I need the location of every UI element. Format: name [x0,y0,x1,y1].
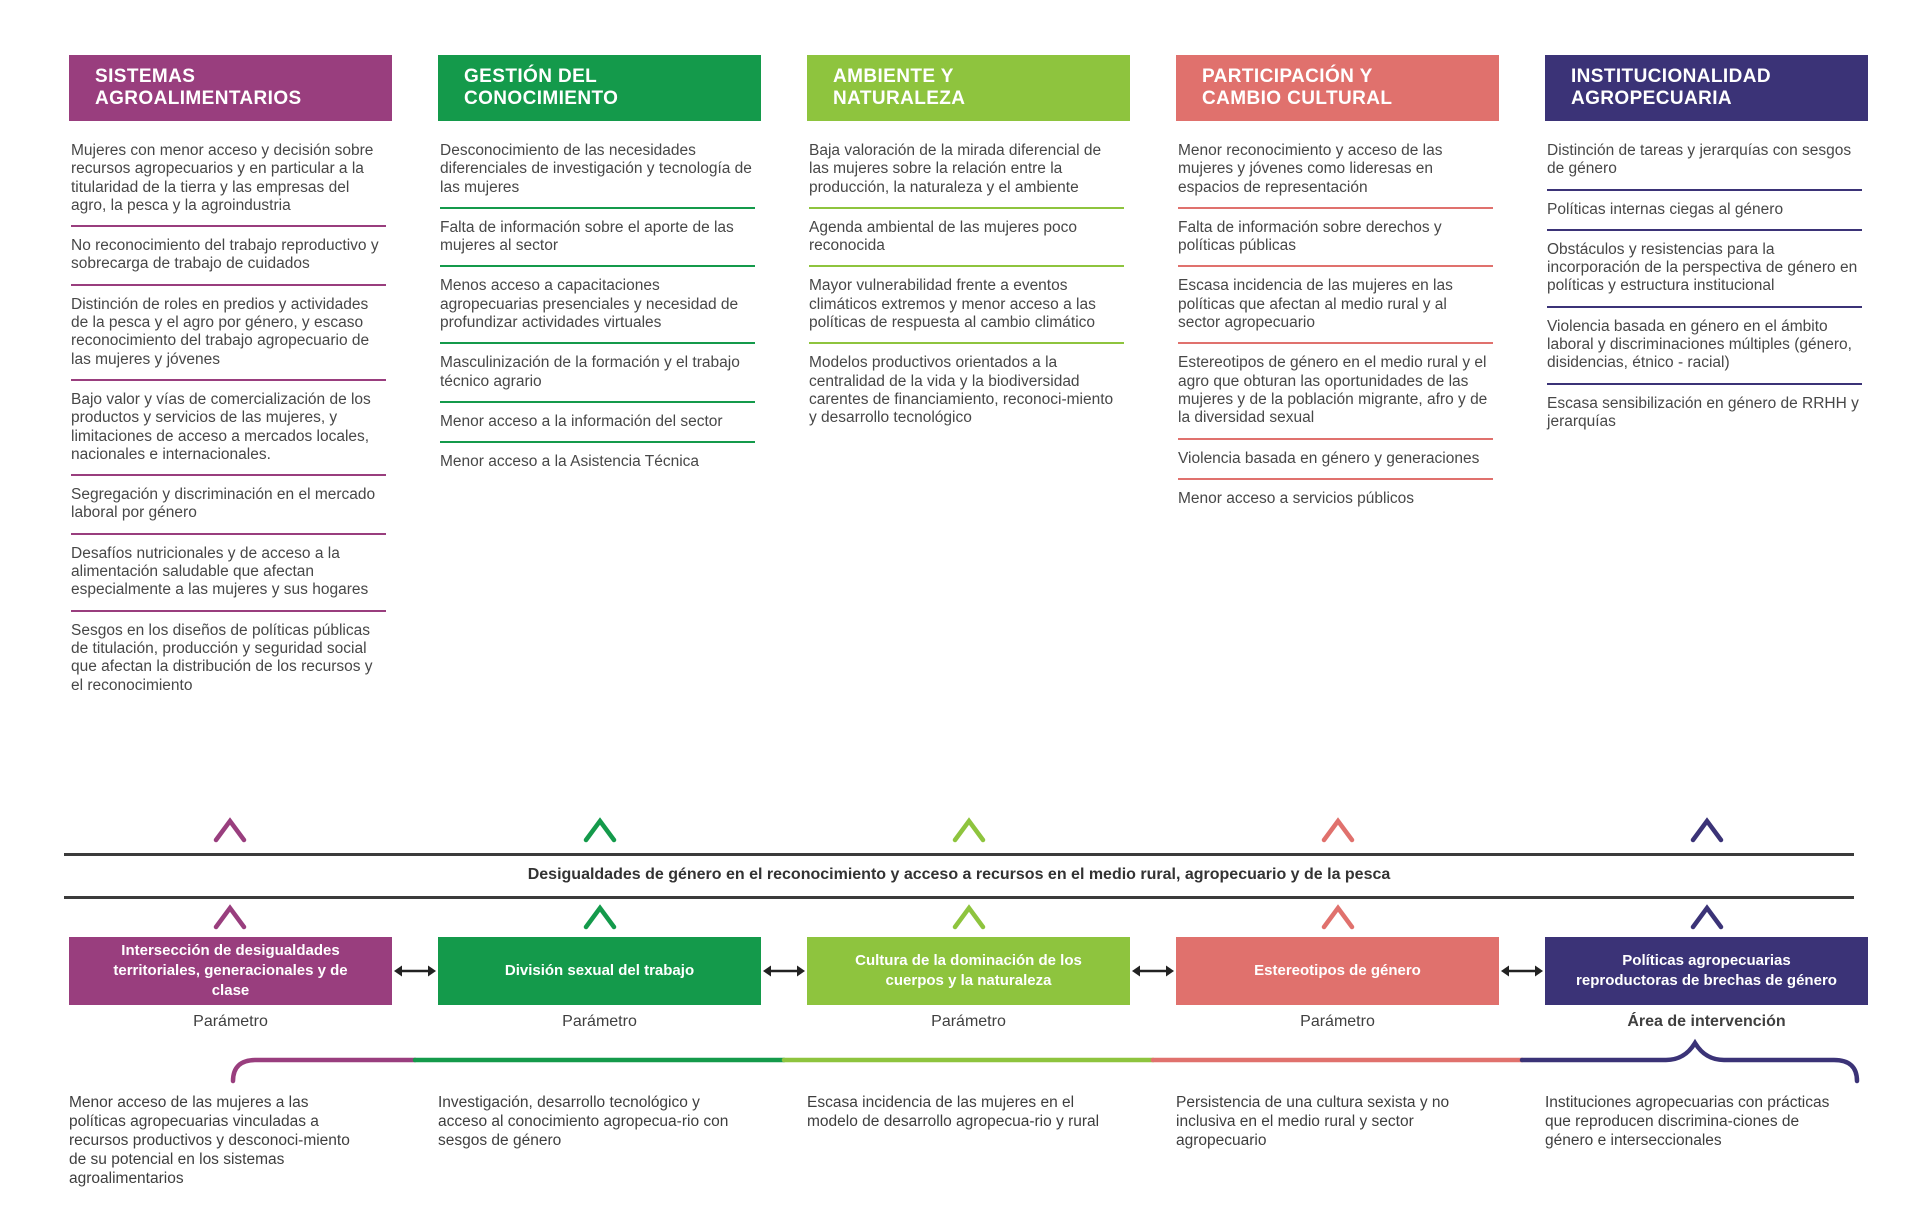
issue-item: Distinción de tareas y jerarquías con sesgos de género [1547,142,1852,178]
item-separator [71,379,386,381]
param-label: Parámetro [931,1013,1006,1030]
item-separator [1178,478,1493,480]
column-title: SISTEMAS AGROALIMENTARIOS [95,65,302,109]
band-bottom-line [64,896,1854,899]
bottom-note: Menor acceso de las mujeres a las políticas agropecuarias vinculadas a recursos productivos y desconoci-miento de su potencial en los sistemas agroalimentarios [69,1094,350,1187]
issue-item: Falta de información sobre derechos y políticas públicas [1178,218,1442,255]
column-gestion-del-conocimiento [438,55,761,472]
item-separator [1547,383,1862,385]
column-header [807,55,1130,121]
column-header [1545,55,1868,121]
column-header [438,55,761,121]
item-separator [440,441,755,443]
issue-item: Bajo valor y vías de comercialización de los productos y servicios de las mujeres, y limitaciones de acceso a mercados locales, nacionales e internacionales. [71,390,371,463]
chevron-up-icon [212,817,248,843]
item-separator [71,284,386,286]
bottom-note: Instituciones agropecuarias con prácticas que reproducen discrimina-ciones de género e interseccionales [1545,1094,1830,1149]
issue-item: Mujeres con menor acceso y decisión sobre recursos agropecuarios y en particular a la titularidad de la tierra y las empresas del agro, la pesca y la agroindustria [71,142,374,214]
issue-item: Falta de información sobre el aporte de las mujeres al sector [440,218,734,255]
param-label: Parámetro [193,1013,268,1030]
item-separator [809,342,1124,344]
bottom-note: Escasa incidencia de las mujeres en el modelo de desarrollo agropecua-rio y rural [807,1094,1100,1130]
band-top-line [64,853,1854,856]
item-separator [71,225,386,227]
chevron-up-icon [951,817,987,843]
chevron-up-icon [212,904,248,930]
pillar-label: Intersección de desigualdades territoriales, generacionales y de clase [113,941,348,1000]
item-separator [71,533,386,535]
issue-list [807,121,1130,428]
chevron-up-icon [1689,904,1725,930]
brace-icon [0,1035,1907,1090]
column-header [69,55,392,121]
issue-item: Baja valoración de la mirada diferencial de las mujeres sobre la relación entre la producción, la naturaleza y el ambiente [809,142,1102,196]
item-separator [1178,342,1493,344]
double-arrow-icon [761,962,807,980]
column-sistemas-agroalimentarios [69,55,392,695]
column-participacion-y-cambio-cultural [1176,55,1499,508]
issue-item: Agenda ambiental de las mujeres poco reconocida [809,218,1077,255]
issue-item: Menor acceso a la Asistencia Técnica [440,453,700,471]
double-arrow-icon [1499,962,1545,980]
item-separator [440,401,755,403]
bottom-note: Investigación, desarrollo tecnológico y acceso al conocimiento agropecua-rio con sesgos de género [438,1094,729,1149]
double-arrow-icon [392,962,438,980]
pillar-label: Estereotipos de género [1254,961,1421,979]
item-separator [440,342,755,344]
pillar-label: Políticas agropecuarias reproductoras de brechas de género [1576,951,1837,989]
pillar-box-cultura-dominacion [807,937,1130,1005]
chevron-up-icon [951,904,987,930]
pillar-label: Cultura de la dominación de los cuerpos y la naturaleza [855,951,1082,989]
issue-item: Obstáculos y resistencias para la incorporación de la perspectiva de género en políticas y estructura institucional [1547,240,1858,295]
column-header [1176,55,1499,121]
pillar-box-interseccion-desigualdades [69,937,392,1005]
issue-item: Distinción de roles en predios y actividades de la pesca y el agro por género, y escaso reconocimiento del trabajo agropecuario de las mujeres y jóvenes [71,295,370,368]
issue-list [438,121,761,472]
issue-item: Modelos productivos orientados a la centralidad de la vida y la biodiversidad carentes de financiamiento, reconoci-miento y desarrollo tecnológico [809,354,1114,427]
issue-item: No reconocimiento del trabajo reproductivo y sobrecarga de trabajo de cuidados [71,237,379,273]
bottom-note: Persistencia de una cultura sexista y no inclusiva en el medio rural y sector agropecuario [1176,1094,1450,1149]
issue-item: Estereotipos de género en el medio rural y el agro que obturan las oportunidades de las mujeres y de la población migrante, afro y de la diversidad sexual [1178,354,1488,427]
issue-item: Segregación y discriminación en el mercado laboral por género [71,486,376,522]
param-label: Parámetro [1300,1013,1375,1030]
item-separator [1547,229,1862,231]
issue-item: Menor acceso a servicios públicos [1178,489,1415,507]
pillar-box-division-sexual-trabajo [438,937,761,1005]
item-separator [440,265,755,267]
chevron-up-icon [582,817,618,843]
item-separator [1178,438,1493,440]
issue-item: Violencia basada en género en el ámbito laboral y discriminaciones múltiples (género, disidencias, étnico - racial) [1547,317,1852,372]
issue-item: Menor reconocimiento y acceso de las mujeres y jóvenes como lideresas en espacios de representación [1178,142,1443,196]
issue-list [69,121,392,695]
item-separator [1178,265,1493,267]
issue-item: Masculinización de la formación y el trabajo técnico agrario [440,354,740,390]
item-separator [1547,189,1862,191]
issue-item: Desconocimiento de las necesidades diferenciales de investigación y tecnología de las mujeres [440,142,752,196]
item-separator [809,207,1124,209]
pillar-box-politicas-agropecuarias [1545,937,1868,1005]
issue-list [1176,121,1499,508]
column-title: GESTIÓN DEL CONOCIMIENTO [464,65,619,109]
issue-item: Mayor vulnerabilidad frente a eventos climáticos extremos y menor acceso a las políticas de respuesta al cambio climático [809,277,1096,332]
chevron-up-icon [582,904,618,930]
area-intervencion-label: Área de intervención [1627,1013,1786,1030]
issue-item: Escasa incidencia de las mujeres en las políticas que afectan al medio rural y al sector agropecuario [1178,277,1453,332]
issue-list [1545,121,1868,431]
item-separator [1178,207,1493,209]
param-label: Parámetro [562,1013,637,1030]
issue-item: Menor acceso a la información del sector [440,412,723,430]
issue-item: Menos acceso a capacitaciones agropecuarias presenciales y necesidad de profundizar actividades virtuales [440,277,739,332]
issue-item: Políticas internas ciegas al género [1547,200,1784,218]
band-title: Desigualdades de género en el reconocimiento y acceso a recursos en el medio rural, agropecuario y de la pesca [527,866,1391,883]
chevron-up-icon [1320,904,1356,930]
chevron-up-icon [1320,817,1356,843]
column-ambiente-y-naturaleza [807,55,1130,428]
column-institucionalidad-agropecuaria [1545,55,1868,431]
issue-item: Escasa sensibilización en género de RRHH y jerarquías [1547,394,1859,430]
pillar-box-estereotipos-genero [1176,937,1499,1005]
item-separator [440,207,755,209]
column-title: INSTITUCIONALIDAD AGROPECUARIA [1571,65,1771,109]
column-title: PARTICIPACIÓN Y CAMBIO CULTURAL [1202,65,1393,109]
chevron-up-icon [1689,817,1725,843]
column-title: AMBIENTE Y NATURALEZA [833,65,966,109]
pillar-label: División sexual del trabajo [504,961,695,979]
item-separator [71,474,386,476]
double-arrow-icon [1130,962,1176,980]
item-separator [1547,306,1862,308]
item-separator [809,265,1124,267]
item-separator [71,610,386,612]
issue-item: Violencia basada en género y generaciones [1178,449,1480,467]
issue-item: Desafíos nutricionales y de acceso a la alimentación saludable que afectan especialmente a las mujeres y sus hogares [71,544,369,599]
issue-item: Sesgos en los diseños de políticas públicas de titulación, producción y seguridad social que afectan la distribución de los recursos y el reconocimiento [71,621,373,694]
